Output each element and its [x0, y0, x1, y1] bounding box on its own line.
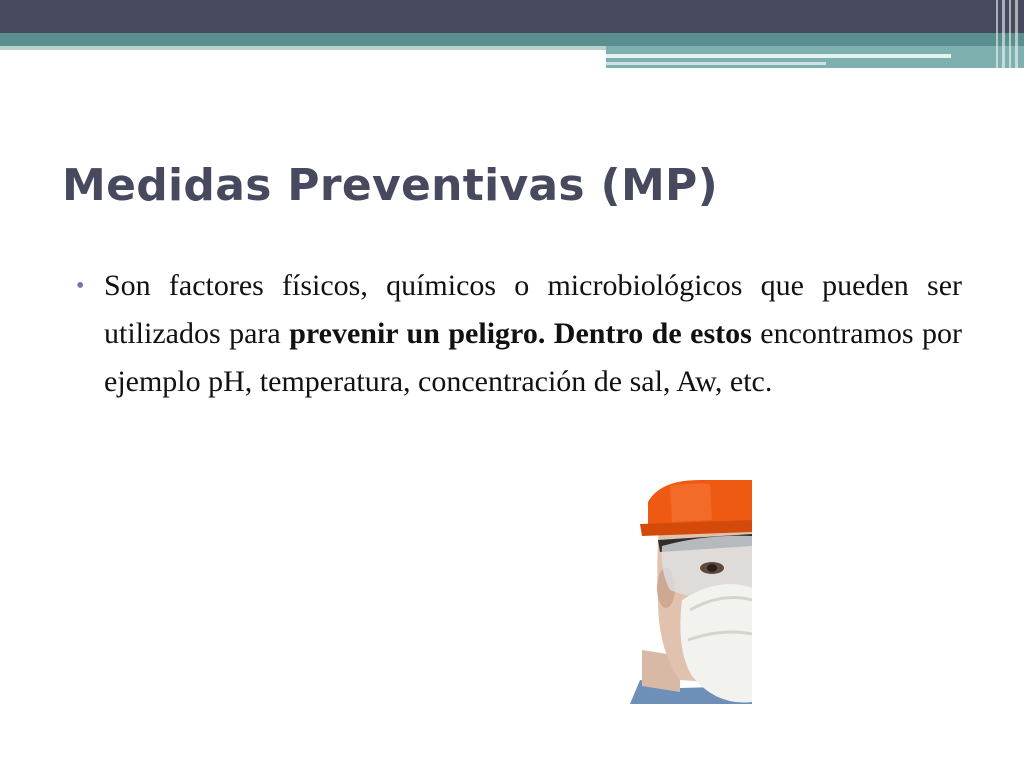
- bullet-item: [74, 262, 962, 406]
- header-tab-highlight-2: [606, 62, 826, 65]
- header-teal-bar: [0, 33, 1024, 46]
- bullet-list: [74, 262, 962, 406]
- header-dark-bar: [0, 0, 1024, 33]
- slide-title: Medidas Preventivas (MP): [62, 160, 718, 211]
- header-teal-light-bar: [0, 46, 606, 50]
- bullet-text-part-2: encontramos por ejemplo pH, temperatura, concentración de sal, Aw, etc.: [104, 317, 962, 398]
- worker-photo: [530, 480, 752, 704]
- header-stripes: [992, 0, 1024, 68]
- worker-with-helmet-and-mask-image: [530, 480, 752, 704]
- bullet-text-part-1: Son factores físicos, químicos o microbiológicos que pueden ser utilizados para: [104, 269, 962, 350]
- header-tab-highlight: [606, 54, 951, 58]
- bullet-text-bold: prevenir un peligro. Dentro de estos: [289, 317, 752, 350]
- bullet-dot-icon: •: [76, 273, 85, 299]
